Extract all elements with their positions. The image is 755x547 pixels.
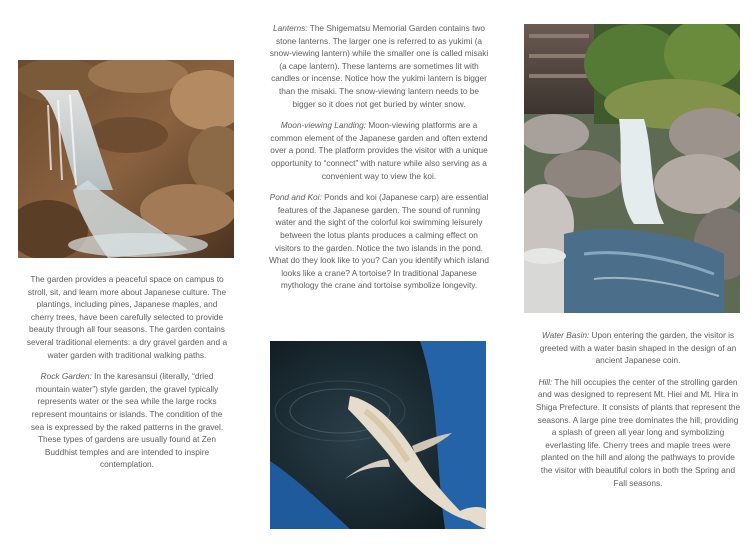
col2-text (268, 22, 490, 301)
col3-text (535, 329, 741, 498)
pond-koi-term: Pond and Koi: (269, 192, 322, 203)
hill-term: Hill: (538, 376, 553, 387)
moon-viewing-term: Moon-viewing Landing: (280, 120, 367, 131)
intro-paragraph: The garden provides a peaceful space on campus to stroll, sit, and learn more about Japanese culture. The plantings, including pines, Japanese maples, and cherry trees, have been carefully selected to provide beauty through all four seasons. The garden contains several traditional elements: a dry gravel garden and a water garden with traditional walking paths. (26, 274, 228, 360)
moon-viewing-paragraph (268, 119, 490, 182)
water-basin-term: Water Basin: (541, 330, 590, 340)
water-basin-paragraph (535, 329, 741, 367)
pond-koi-body: Ponds and koi (Japanese carp) are essential features of the Japanese garden. The sound of running water and the sight of the colorful koi swimming leisurely between the lotus plants produces a calming effect on visitors to the garden. Notice the two islands in the pond. What do they look like to you? Can you identify which island looks like a crane? A tortoise? In traditional Japanese mythology the crane and tortoise symbolize longevity. (269, 192, 489, 291)
water-basin-body: Upon entering the garden, the visitor is greeted with a water basin shaped in the design of an ancient Japanese coin. (539, 330, 737, 366)
koi-photo (270, 341, 486, 529)
rock-garden-term: Rock Garden: (40, 371, 92, 382)
hill-paragraph (535, 376, 741, 489)
water-basin-photo (524, 24, 740, 313)
lanterns-body: The Shigematsu Memorial Garden contains two stone lanterns. The larger one is referred to as yukimi (a snow-viewing lantern) while the smaller one is called misaki (a cape lantern). These lanterns are sometimes lit with candles or incense. Notice how the yukimi lantern is bigger than the misaki. The snow-viewing lantern needs to be bigger so it does not get buried by winter snow. (269, 23, 489, 109)
hill-body: The hill occupies the center of the strolling garden and was designed to represent Mt. Hiei and Mt. Hira in Shiga Prefecture. It consists of plants that represent the seasons. A large pine tree dominates the hill, providing a splash of green all year long and symbolizing everlasting life. Cherry trees and maple trees were planted on the hill and along the pathways to provide the visitor with beautiful colors in both the Spring and Fall seasons. (535, 376, 741, 488)
rock-garden-body: In the karesansui (literally, “dried mountain water”) style garden, the gravel typically represents water or the sea while the large rocks represent mountains or islands. The condition of the sea is expressed by the raked patterns in the gravel. These types of gardens are usually found at Zen Buddhist temples and are intended to inspire contemplation. (30, 371, 224, 470)
col1-text (26, 273, 228, 480)
lanterns-term: Lanterns: (273, 23, 308, 33)
waterfall-photo (18, 60, 234, 258)
moon-viewing-body: Moon-viewing platforms are a common element of the Japanese garden and often extend over a pond. The platform provides the visitor with a unique opportunity to “connect” with nature while also serving as a convenient way to view the koi. (270, 120, 488, 181)
pond-koi-paragraph (268, 191, 490, 292)
rock-garden-paragraph (26, 370, 228, 471)
lanterns-paragraph (268, 22, 490, 110)
